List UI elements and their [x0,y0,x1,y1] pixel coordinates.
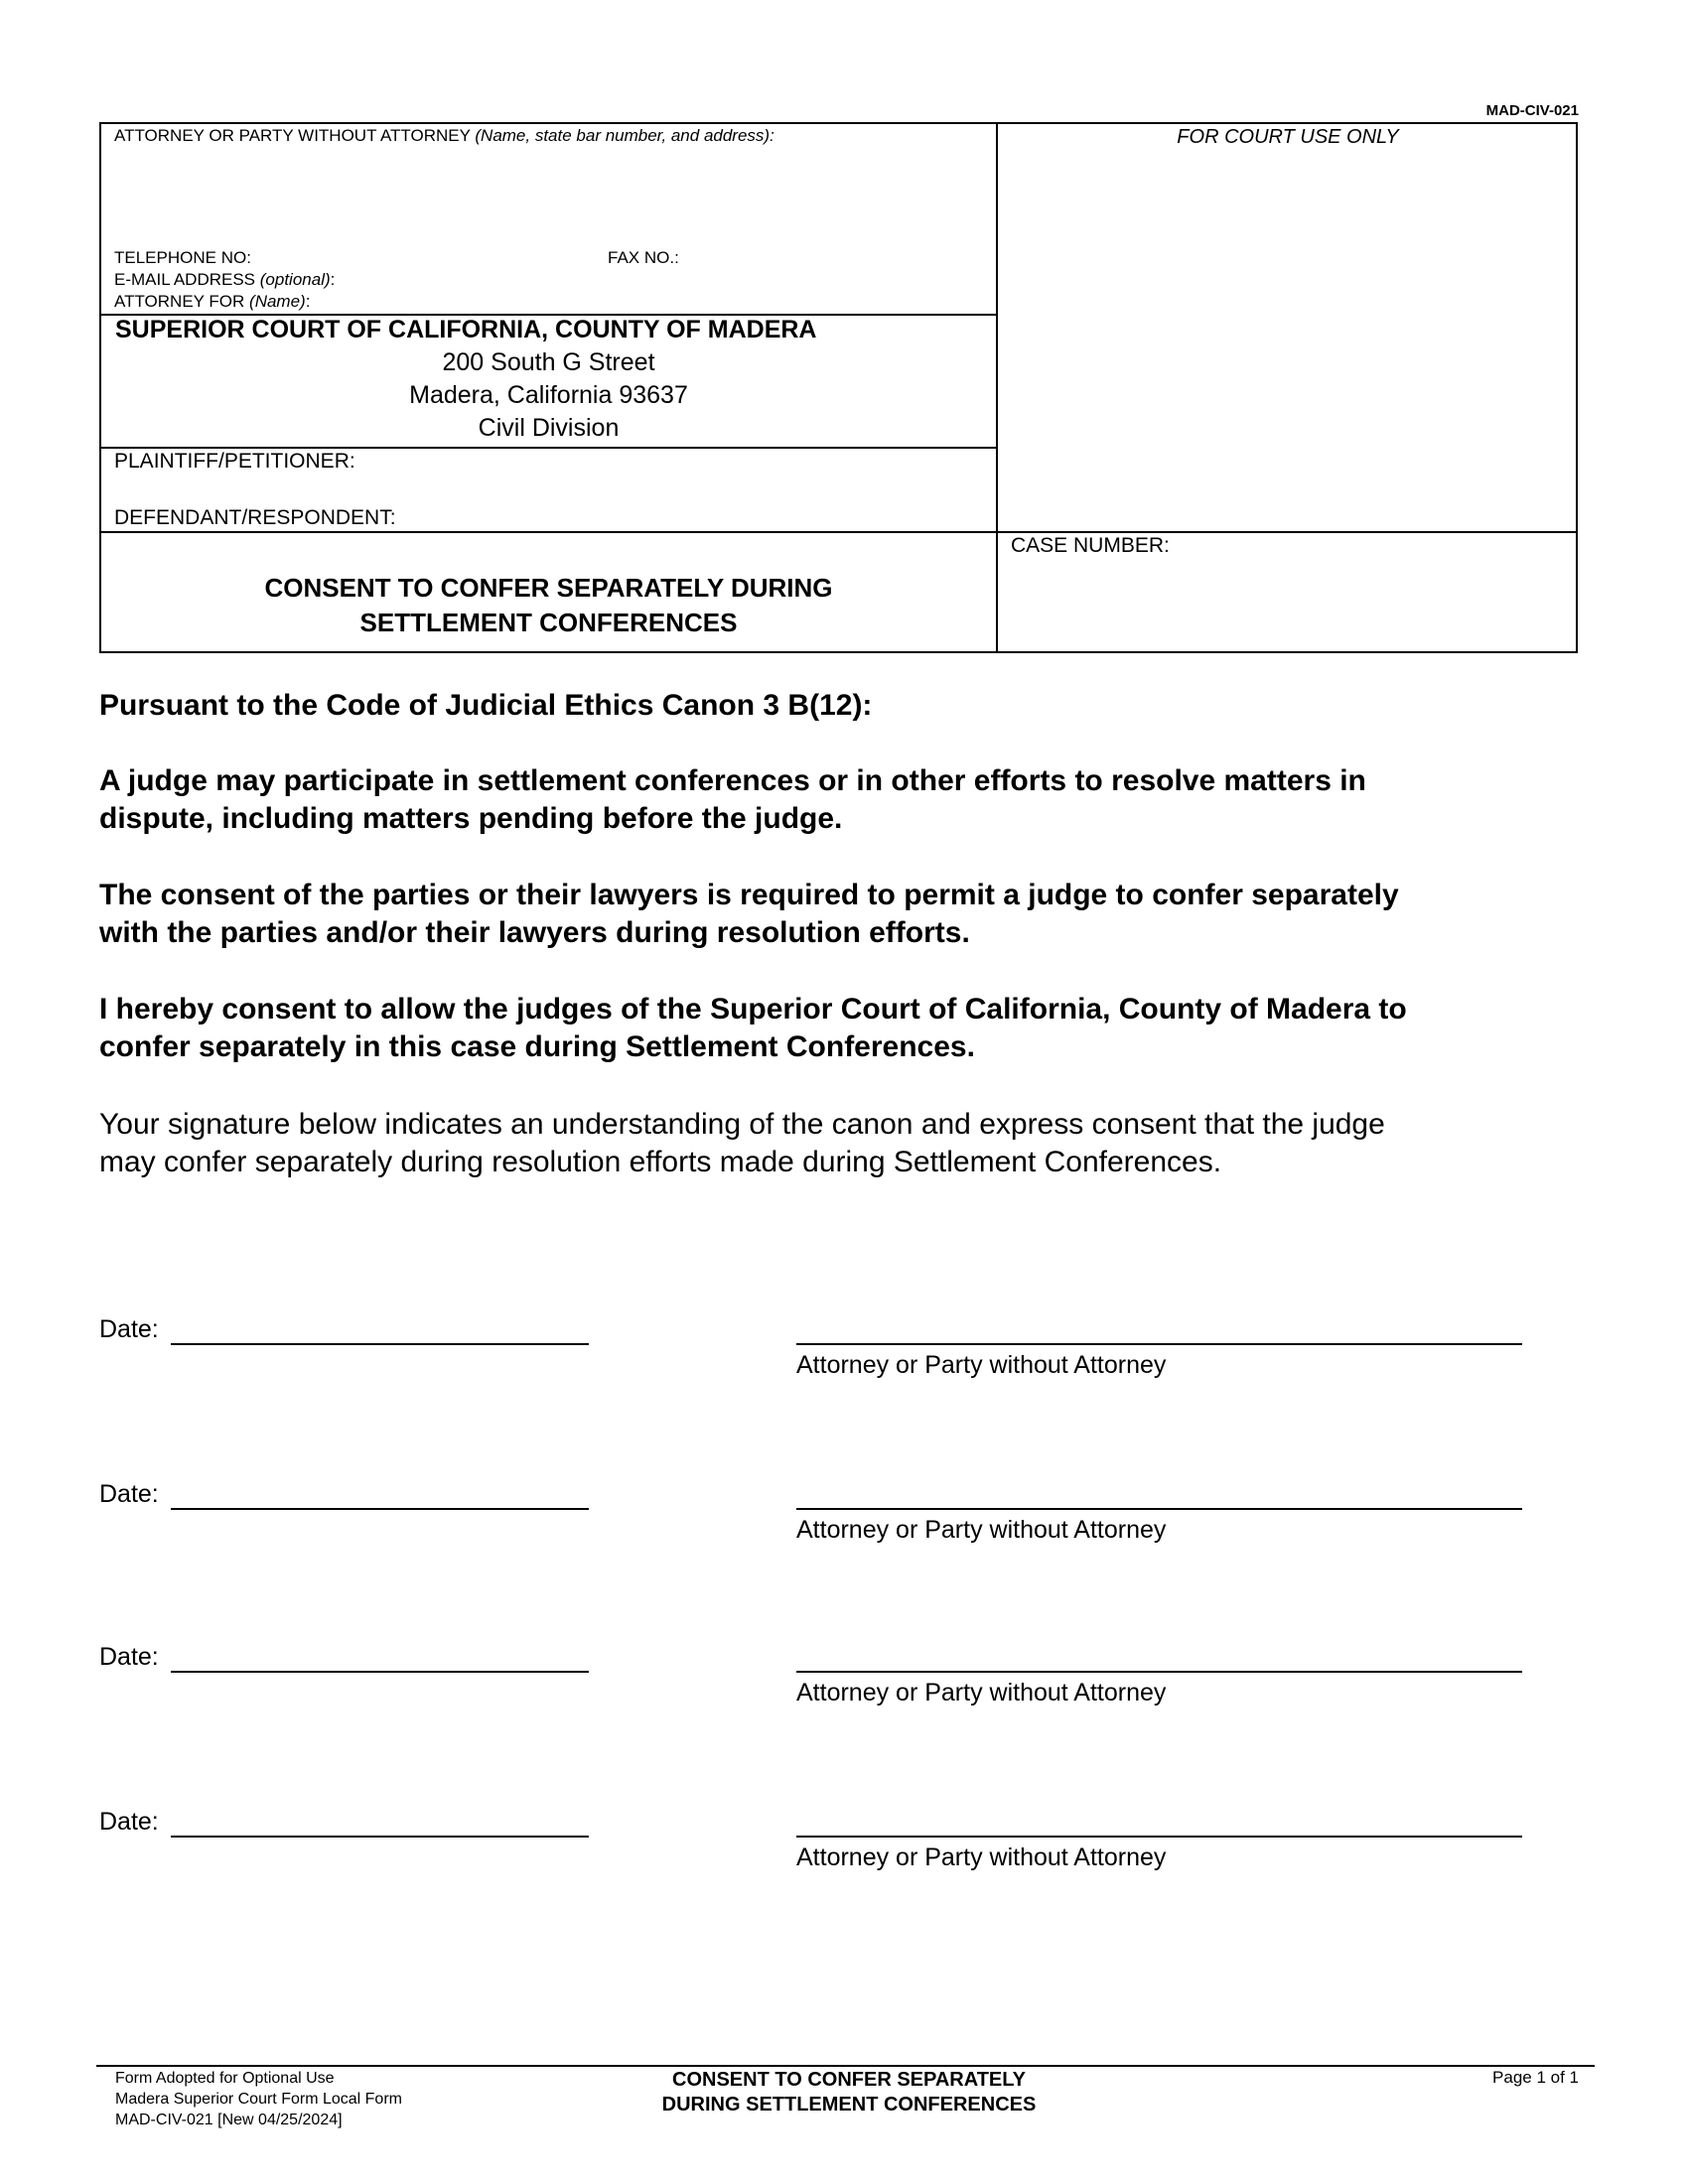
footer-title [596,2068,1102,2117]
date-field[interactable] [171,1671,589,1673]
date-field[interactable] [171,1343,589,1345]
date-field[interactable] [171,1508,589,1510]
form-title [101,571,996,640]
signature-caption: Attorney or Party without Attorney [796,1679,1167,1706]
case-number-label: CASE NUMBER: [1011,534,1170,557]
date-label: Date: [99,1315,159,1343]
caption-divider [996,124,998,651]
date-label: Date: [99,1480,159,1508]
consent-paragraph-line2: confer separately in this case during Settlement Conferences. [99,1030,975,1063]
date-label: Date: [99,1808,159,1836]
signature-notice [99,1106,1599,1181]
court-city: Madera, California 93637 [409,381,688,409]
canon-paragraph-1-line2: dispute, including matters pending before the judge. [99,802,843,835]
footer-left-line2: Madera Superior Court Form Local Form [115,2091,402,2108]
footer-form-info [115,2068,402,2130]
signature-notice-line2: may confer separately during resolution efforts made during Settlement Conferences. [99,1146,1222,1178]
court-name: SUPERIOR COURT OF CALIFORNIA, COUNTY OF MADERA [115,316,817,343]
canon-paragraph-2-line1: The consent of the parties or their lawyers is required to permit a judge to confer separately [99,879,1399,911]
signature-field[interactable] [796,1508,1522,1510]
form-id: MAD-CIV-021 [1485,102,1579,119]
email-label-text: E-MAIL ADDRESS [114,270,256,289]
fax-label: FAX NO.: [608,248,679,267]
telephone-label: TELEPHONE NO: [114,248,251,267]
footer-left-line1: Form Adopted for Optional Use [115,2070,335,2087]
court-division: Civil Division [478,414,620,442]
title-divider [101,531,1576,533]
canon-paragraph-1-line1: A judge may participate in settlement conferences or in other efforts to resolve matters in [99,764,1366,797]
attorney-label [114,126,774,146]
email-label-colon: : [330,270,336,289]
attorney-for-label [114,291,310,313]
party-divider [101,447,996,449]
signature-notice-line1: Your signature below indicates an understanding of the canon and express consent that the judge [99,1108,1385,1141]
attorney-for-italic: (Name) [249,292,306,311]
email-label-italic: (optional) [259,270,331,289]
form-title-line1: CONSENT TO CONFER SEPARATELY DURING [264,573,833,603]
attorney-for-text: ATTORNEY FOR [114,292,245,311]
court-use-label: FOR COURT USE ONLY [1177,126,1399,148]
canon-paragraph-2-line2: with the parties and/or their lawyers during resolution efforts. [99,916,970,949]
canon-paragraph-1 [99,762,1599,838]
footer-title-line2: DURING SETTLEMENT CONFERENCES [661,2094,1037,2116]
signature-caption: Attorney or Party without Attorney [796,1516,1167,1544]
signature-field[interactable] [796,1836,1522,1838]
footer-divider [96,2065,1595,2067]
date-label: Date: [99,1643,159,1671]
attorney-for-colon: : [305,292,311,311]
footer-title-line1: CONSENT TO CONFER SEPARATELY [672,2069,1026,2091]
canon-intro: Pursuant to the Code of Judicial Ethics Canon 3 B(12): [99,689,873,722]
caption-box [99,122,1578,653]
page-number: Page 1 of 1 [1492,2068,1579,2087]
signature-field[interactable] [796,1343,1522,1345]
signature-field[interactable] [796,1671,1522,1673]
signature-caption: Attorney or Party without Attorney [796,1351,1167,1379]
consent-paragraph [99,991,1599,1066]
canon-paragraph-2 [99,877,1599,952]
form-title-line2: SETTLEMENT CONFERENCES [359,608,738,637]
attorney-label-text: ATTORNEY OR PARTY WITHOUT ATTORNEY [114,126,471,145]
consent-paragraph-line1: I hereby consent to allow the judges of the Superior Court of California, County of Madera to [99,993,1407,1025]
signature-caption: Attorney or Party without Attorney [796,1843,1167,1871]
email-label [114,269,335,291]
date-field[interactable] [171,1836,589,1838]
court-street: 200 South G Street [442,348,655,376]
footer-left-line3: MAD-CIV-021 [New 04/25/2024] [115,2112,343,2128]
defendant-label: DEFENDANT/RESPONDENT: [114,506,396,529]
plaintiff-label: PLAINTIFF/PETITIONER: [114,450,355,473]
attorney-label-italic: (Name, state bar number, and address): [475,126,774,145]
